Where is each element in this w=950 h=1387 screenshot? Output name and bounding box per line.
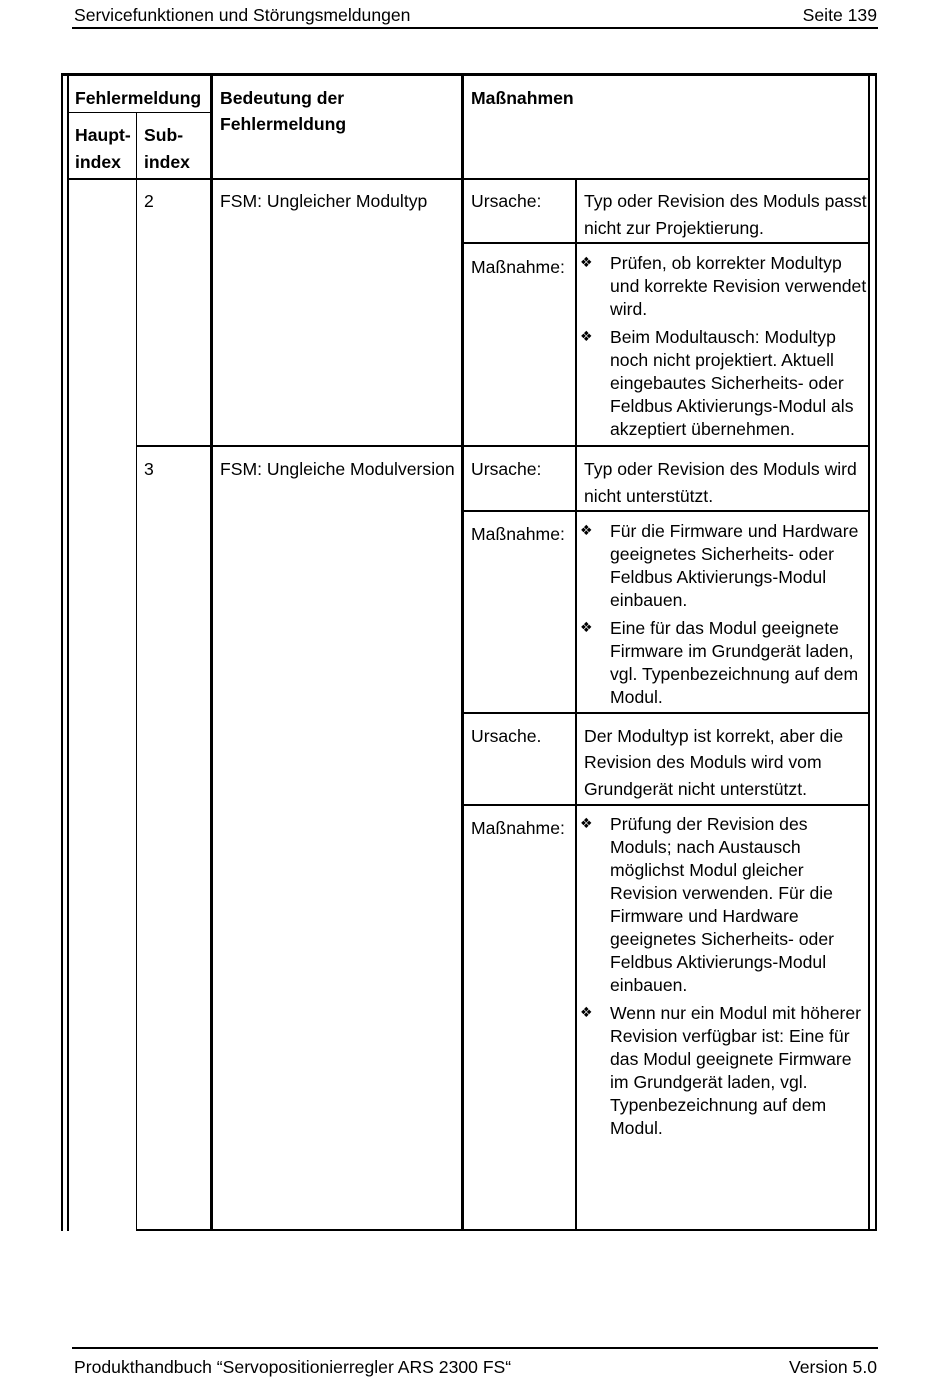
col-header-bedeutung: Bedeutung der Fehlermeldung [220, 88, 347, 134]
measure-bullet-text: Prüfung der Revision des Moduls; nach Austausch möglichst Modul gleicher Revision verwenden. Für die Firmware und Hardware geeignetes Sicherheits- oder Feldbus Aktivierungs-Modul einbauen. [610, 813, 834, 995]
bullet-icon: ❖ [580, 1004, 593, 1021]
section-title: Servicefunktionen und Störungsmeldungen [74, 5, 411, 25]
table-divider-label-text [575, 178, 577, 1231]
cause-text: Der Modultyp ist korrekt, aber die Revision des Moduls wird vom Grundgerät nicht unterstützt. [584, 725, 844, 799]
table-divider-haupt-sub [136, 113, 137, 1231]
table-row-rule [463, 242, 869, 244]
version-label: Version 5.0 [788, 1357, 877, 1377]
measure-bullet-text: Für die Firmware und Hardware geeignetes Sicherheits- oder Feldbus Aktivierungs-Modul einbauen. [610, 520, 859, 610]
cause-label: Ursache. [471, 726, 542, 746]
table-header-bottom [68, 178, 870, 180]
page-number: Seite 139 [802, 5, 877, 25]
measure-bullet-text: Beim Modultausch: Modultyp noch nicht projektiert. Aktuell eingebautes Sicherheits- oder Feldbus Aktivierungs-Modul als akzeptiert übernehmen. [610, 326, 854, 439]
subindex-cell: 2 [144, 191, 154, 211]
bullet-icon: ❖ [580, 328, 593, 345]
measure-label: Maßnahme: [471, 524, 565, 544]
table-border-right-inner [868, 73, 870, 1231]
measure-bullet-text: Eine für das Modul geeignete Firmware im Grundgerät laden, vgl. Typenbezeichnung auf dem Modul. [610, 617, 859, 707]
meaning-cell: FSM: Ungleiche Modulversion [220, 459, 455, 479]
table-row-rule [463, 712, 869, 714]
measure-bullet-text: Prüfen, ob korrekter Modultyp und korrekte Revision verwendet wird. [610, 252, 867, 319]
table-divider-sub-meaning [210, 73, 213, 1231]
col-header-fehlermeldung: Fehlermeldung [75, 88, 202, 108]
cause-label: Ursache: [471, 191, 542, 211]
table-row-rule [463, 510, 869, 512]
cause-text: Typ oder Revision des Moduls passt nicht zur Projektierung. [584, 190, 867, 238]
table-header-split [68, 112, 211, 113]
subindex-cell: 3 [144, 459, 154, 479]
cause-label: Ursache: [471, 459, 542, 479]
table-border-right-outer [875, 73, 877, 1231]
table-border-left-inner [67, 73, 69, 1231]
table-border-bottom [136, 1229, 877, 1231]
table-row-rule [136, 445, 869, 447]
table-border-top [61, 73, 877, 76]
measure-label: Maßnahme: [471, 257, 565, 277]
cause-text: Typ oder Revision des Moduls wird nicht unterstützt. [584, 458, 857, 506]
measure-label: Maßnahme: [471, 818, 565, 838]
table-border-left-outer [61, 73, 63, 1231]
table-row-rule [463, 804, 869, 806]
bullet-icon: ❖ [580, 815, 593, 832]
table-divider-meaning-measures [461, 73, 464, 1231]
measure-bullet-text: Wenn nur ein Modul mit höherer Revision verfügbar ist: Eine für das Modul geeignete Firmware im Grundgerät laden, vgl. Typenbezeichnung auf dem Modul. [610, 1002, 862, 1138]
bullet-icon: ❖ [580, 619, 593, 636]
footer-rule [72, 1347, 878, 1349]
header-rule [72, 27, 878, 29]
col-header-hauptindex: Haupt- index [75, 124, 131, 172]
footer-title: Produkthandbuch “Servopositionierregler ARS 2300 FS“ [74, 1357, 512, 1377]
col-header-subindex: Sub- index [144, 124, 190, 172]
bullet-icon: ❖ [580, 522, 593, 539]
bullet-icon: ❖ [580, 254, 593, 271]
meaning-cell: FSM: Ungleicher Modultyp [220, 191, 428, 211]
col-header-massnahmen: Maßnahmen [471, 88, 574, 108]
